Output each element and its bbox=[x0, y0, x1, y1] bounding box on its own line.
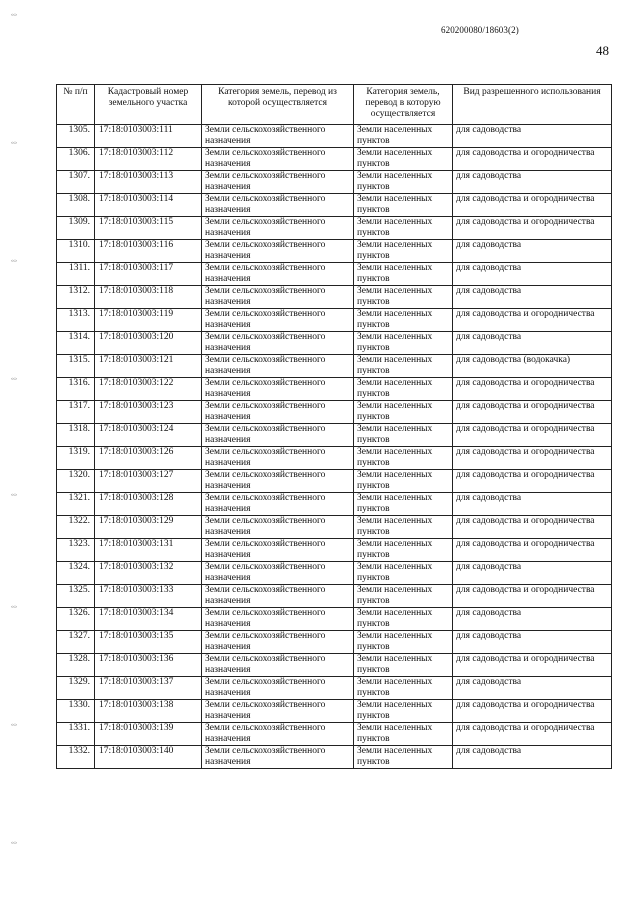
cell-number: 1321. bbox=[57, 493, 95, 516]
cell-cadastral-number: 17:18:0103003:140 bbox=[95, 746, 202, 769]
cell-cadastral-number: 17:18:0103003:134 bbox=[95, 608, 202, 631]
cell-category-to: Земли населенных пунктов bbox=[354, 493, 453, 516]
cell-permitted-use: для садоводства и огородничества bbox=[453, 424, 612, 447]
column-header-cadastral-number: Кадастровый номер земельного участка bbox=[95, 85, 202, 125]
cell-cadastral-number: 17:18:0103003:133 bbox=[95, 585, 202, 608]
table-row bbox=[57, 654, 612, 677]
cell-permitted-use: для садоводства (водокачка) bbox=[453, 355, 612, 378]
table-row bbox=[57, 378, 612, 401]
cell-category-from: Земли сельскохозяйственного назначения bbox=[202, 585, 354, 608]
cell-category-from: Земли сельскохозяйственного назначения bbox=[202, 378, 354, 401]
table-row bbox=[57, 470, 612, 493]
table-row bbox=[57, 677, 612, 700]
table-row bbox=[57, 516, 612, 539]
cell-category-to: Земли населенных пунктов bbox=[354, 700, 453, 723]
table-row bbox=[57, 631, 612, 654]
cell-cadastral-number: 17:18:0103003:136 bbox=[95, 654, 202, 677]
cell-category-from: Земли сельскохозяйственного назначения bbox=[202, 240, 354, 263]
binding-mark: ‹‹› bbox=[11, 722, 17, 728]
cell-number: 1330. bbox=[57, 700, 95, 723]
cell-category-to: Земли населенных пунктов bbox=[354, 240, 453, 263]
cell-category-from: Земли сельскохозяйственного назначения bbox=[202, 332, 354, 355]
cell-number: 1308. bbox=[57, 194, 95, 217]
cell-category-to: Земли населенных пунктов bbox=[354, 608, 453, 631]
cell-permitted-use: для садоводства и огородничества bbox=[453, 585, 612, 608]
cell-cadastral-number: 17:18:0103003:123 bbox=[95, 401, 202, 424]
table-row bbox=[57, 286, 612, 309]
column-header-category-from: Категория земель, перевод из которой осуществляется bbox=[202, 85, 354, 125]
cell-cadastral-number: 17:18:0103003:118 bbox=[95, 286, 202, 309]
cell-category-from: Земли сельскохозяйственного назначения bbox=[202, 447, 354, 470]
cell-category-to: Земли населенных пунктов bbox=[354, 746, 453, 769]
cell-permitted-use: для садоводства и огородничества bbox=[453, 723, 612, 746]
table-row bbox=[57, 447, 612, 470]
cell-permitted-use: для садоводства и огородничества bbox=[453, 654, 612, 677]
cell-number: 1314. bbox=[57, 332, 95, 355]
binding-mark: ‹‹› bbox=[11, 376, 17, 382]
cell-category-to: Земли населенных пунктов bbox=[354, 677, 453, 700]
cell-category-from: Земли сельскохозяйственного назначения bbox=[202, 286, 354, 309]
cell-category-from: Земли сельскохозяйственного назначения bbox=[202, 631, 354, 654]
cell-category-to: Земли населенных пунктов bbox=[354, 447, 453, 470]
cell-permitted-use: для садоводства bbox=[453, 677, 612, 700]
cell-category-from: Земли сельскохозяйственного назначения bbox=[202, 424, 354, 447]
cell-cadastral-number: 17:18:0103003:129 bbox=[95, 516, 202, 539]
cell-permitted-use: для садоводства bbox=[453, 125, 612, 148]
cell-cadastral-number: 17:18:0103003:124 bbox=[95, 424, 202, 447]
cell-category-from: Земли сельскохозяйственного назначения bbox=[202, 263, 354, 286]
cell-category-from: Земли сельскохозяйственного назначения bbox=[202, 470, 354, 493]
cell-permitted-use: для садоводства bbox=[453, 746, 612, 769]
cell-category-to: Земли населенных пунктов bbox=[354, 585, 453, 608]
cell-permitted-use: для садоводства и огородничества bbox=[453, 378, 612, 401]
cell-number: 1332. bbox=[57, 746, 95, 769]
cell-permitted-use: для садоводства и огородничества bbox=[453, 539, 612, 562]
cell-permitted-use: для садоводства и огородничества bbox=[453, 401, 612, 424]
binding-mark: ‹‹› bbox=[11, 840, 17, 846]
cell-cadastral-number: 17:18:0103003:112 bbox=[95, 148, 202, 171]
cell-permitted-use: для садоводства и огородничества bbox=[453, 217, 612, 240]
page-number: 48 bbox=[596, 43, 609, 58]
cell-number: 1329. bbox=[57, 677, 95, 700]
table-row bbox=[57, 424, 612, 447]
cell-category-to: Земли населенных пунктов bbox=[354, 516, 453, 539]
cell-permitted-use: для садоводства bbox=[453, 263, 612, 286]
cell-number: 1313. bbox=[57, 309, 95, 332]
table-row bbox=[57, 539, 612, 562]
table-body bbox=[57, 125, 612, 769]
cell-cadastral-number: 17:18:0103003:127 bbox=[95, 470, 202, 493]
table-row bbox=[57, 746, 612, 769]
cell-number: 1311. bbox=[57, 263, 95, 286]
cell-permitted-use: для садоводства и огородничества bbox=[453, 700, 612, 723]
cell-category-from: Земли сельскохозяйственного назначения bbox=[202, 700, 354, 723]
cell-category-from: Земли сельскохозяйственного назначения bbox=[202, 148, 354, 171]
cell-category-to: Земли населенных пунктов bbox=[354, 424, 453, 447]
cell-number: 1326. bbox=[57, 608, 95, 631]
cell-cadastral-number: 17:18:0103003:132 bbox=[95, 562, 202, 585]
cell-permitted-use: для садоводства и огородничества bbox=[453, 309, 612, 332]
cell-cadastral-number: 17:18:0103003:128 bbox=[95, 493, 202, 516]
cell-number: 1328. bbox=[57, 654, 95, 677]
cell-category-to: Земли населенных пунктов bbox=[354, 378, 453, 401]
cell-cadastral-number: 17:18:0103003:114 bbox=[95, 194, 202, 217]
binding-mark: ‹‹› bbox=[11, 604, 17, 610]
cell-category-to: Земли населенных пунктов bbox=[354, 401, 453, 424]
cell-cadastral-number: 17:18:0103003:116 bbox=[95, 240, 202, 263]
cell-cadastral-number: 17:18:0103003:138 bbox=[95, 700, 202, 723]
cell-cadastral-number: 17:18:0103003:113 bbox=[95, 171, 202, 194]
cell-category-from: Земли сельскохозяйственного назначения bbox=[202, 171, 354, 194]
cell-number: 1305. bbox=[57, 125, 95, 148]
cell-permitted-use: для садоводства и огородничества bbox=[453, 194, 612, 217]
cell-permitted-use: для садоводства bbox=[453, 493, 612, 516]
cell-category-from: Земли сельскохозяйственного назначения bbox=[202, 723, 354, 746]
cell-cadastral-number: 17:18:0103003:119 bbox=[95, 309, 202, 332]
cell-permitted-use: для садоводства bbox=[453, 631, 612, 654]
cell-category-from: Земли сельскохозяйственного назначения bbox=[202, 401, 354, 424]
column-header-number: № п/п bbox=[57, 85, 95, 125]
cell-number: 1325. bbox=[57, 585, 95, 608]
cell-number: 1312. bbox=[57, 286, 95, 309]
table-row bbox=[57, 171, 612, 194]
cell-category-to: Земли населенных пунктов bbox=[354, 309, 453, 332]
cell-category-to: Земли населенных пунктов bbox=[354, 125, 453, 148]
cell-permitted-use: для садоводства bbox=[453, 562, 612, 585]
table-row bbox=[57, 240, 612, 263]
cell-cadastral-number: 17:18:0103003:120 bbox=[95, 332, 202, 355]
cell-category-to: Земли населенных пунктов bbox=[354, 263, 453, 286]
table-row bbox=[57, 194, 612, 217]
cell-category-to: Земли населенных пунктов bbox=[354, 148, 453, 171]
table-row bbox=[57, 585, 612, 608]
cell-number: 1318. bbox=[57, 424, 95, 447]
table-row bbox=[57, 332, 612, 355]
cell-category-from: Земли сельскохозяйственного назначения bbox=[202, 493, 354, 516]
cell-number: 1306. bbox=[57, 148, 95, 171]
cell-category-to: Земли населенных пунктов bbox=[354, 171, 453, 194]
cell-category-from: Земли сельскохозяйственного назначения bbox=[202, 677, 354, 700]
cell-category-from: Земли сельскохозяйственного назначения bbox=[202, 746, 354, 769]
binding-mark: ‹‹› bbox=[11, 140, 17, 146]
cell-category-from: Земли сельскохозяйственного назначения bbox=[202, 608, 354, 631]
cell-number: 1323. bbox=[57, 539, 95, 562]
cell-cadastral-number: 17:18:0103003:117 bbox=[95, 263, 202, 286]
cell-category-to: Земли населенных пунктов bbox=[354, 631, 453, 654]
table-header-row bbox=[57, 85, 612, 125]
cell-cadastral-number: 17:18:0103003:137 bbox=[95, 677, 202, 700]
cell-category-to: Земли населенных пунктов bbox=[354, 332, 453, 355]
cell-cadastral-number: 17:18:0103003:135 bbox=[95, 631, 202, 654]
cell-category-from: Земли сельскохозяйственного назначения bbox=[202, 125, 354, 148]
table-row bbox=[57, 148, 612, 171]
cell-number: 1309. bbox=[57, 217, 95, 240]
cell-cadastral-number: 17:18:0103003:139 bbox=[95, 723, 202, 746]
table-row bbox=[57, 608, 612, 631]
cell-cadastral-number: 17:18:0103003:131 bbox=[95, 539, 202, 562]
cell-number: 1320. bbox=[57, 470, 95, 493]
cell-category-to: Земли населенных пунктов bbox=[354, 562, 453, 585]
column-header-category-to: Категория земель, перевод в которую осуществляется bbox=[354, 85, 453, 125]
cell-permitted-use: для садоводства и огородничества bbox=[453, 470, 612, 493]
cell-category-from: Земли сельскохозяйственного назначения bbox=[202, 562, 354, 585]
cell-number: 1315. bbox=[57, 355, 95, 378]
cell-permitted-use: для садоводства bbox=[453, 240, 612, 263]
cell-number: 1317. bbox=[57, 401, 95, 424]
cell-number: 1319. bbox=[57, 447, 95, 470]
cell-category-from: Земли сельскохозяйственного назначения bbox=[202, 516, 354, 539]
cell-category-to: Земли населенных пунктов bbox=[354, 217, 453, 240]
cell-category-from: Земли сельскохозяйственного назначения bbox=[202, 194, 354, 217]
cell-category-to: Земли населенных пунктов bbox=[354, 355, 453, 378]
table-row bbox=[57, 493, 612, 516]
table-row bbox=[57, 401, 612, 424]
cell-permitted-use: для садоводства и огородничества bbox=[453, 447, 612, 470]
cell-category-to: Земли населенных пунктов bbox=[354, 723, 453, 746]
cell-number: 1327. bbox=[57, 631, 95, 654]
cell-category-to: Земли населенных пунктов bbox=[354, 194, 453, 217]
cell-cadastral-number: 17:18:0103003:111 bbox=[95, 125, 202, 148]
cell-category-to: Земли населенных пунктов bbox=[354, 470, 453, 493]
cell-number: 1310. bbox=[57, 240, 95, 263]
table-row bbox=[57, 723, 612, 746]
land-plots-table bbox=[56, 84, 612, 769]
cell-category-from: Земли сельскохозяйственного назначения bbox=[202, 539, 354, 562]
cell-number: 1316. bbox=[57, 378, 95, 401]
table-row bbox=[57, 217, 612, 240]
cell-category-from: Земли сельскохозяйственного назначения bbox=[202, 654, 354, 677]
cell-category-to: Земли населенных пунктов bbox=[354, 539, 453, 562]
cell-permitted-use: для садоводства bbox=[453, 608, 612, 631]
table-row bbox=[57, 125, 612, 148]
cell-cadastral-number: 17:18:0103003:126 bbox=[95, 447, 202, 470]
cell-category-from: Земли сельскохозяйственного назначения bbox=[202, 355, 354, 378]
cell-cadastral-number: 17:18:0103003:121 bbox=[95, 355, 202, 378]
table-row bbox=[57, 263, 612, 286]
binding-margin bbox=[0, 0, 30, 905]
column-header-permitted-use: Вид разрешенного использования bbox=[453, 85, 612, 125]
cell-permitted-use: для садоводства bbox=[453, 332, 612, 355]
cell-cadastral-number: 17:18:0103003:115 bbox=[95, 217, 202, 240]
cell-permitted-use: для садоводства bbox=[453, 171, 612, 194]
cell-category-to: Земли населенных пунктов bbox=[354, 286, 453, 309]
binding-mark: ‹‹› bbox=[11, 492, 17, 498]
cell-number: 1322. bbox=[57, 516, 95, 539]
cell-permitted-use: для садоводства bbox=[453, 286, 612, 309]
cell-number: 1324. bbox=[57, 562, 95, 585]
table-row bbox=[57, 700, 612, 723]
document-code: 620200080/18603(2) bbox=[441, 25, 519, 35]
cell-permitted-use: для садоводства и огородничества bbox=[453, 148, 612, 171]
cell-cadastral-number: 17:18:0103003:122 bbox=[95, 378, 202, 401]
table-row bbox=[57, 309, 612, 332]
binding-mark: ‹‹› bbox=[11, 258, 17, 264]
table-row bbox=[57, 355, 612, 378]
cell-category-from: Земли сельскохозяйственного назначения bbox=[202, 309, 354, 332]
cell-category-from: Земли сельскохозяйственного назначения bbox=[202, 217, 354, 240]
cell-number: 1307. bbox=[57, 171, 95, 194]
cell-category-to: Земли населенных пунктов bbox=[354, 654, 453, 677]
cell-permitted-use: для садоводства и огородничества bbox=[453, 516, 612, 539]
cell-number: 1331. bbox=[57, 723, 95, 746]
binding-mark: ‹‹› bbox=[11, 12, 17, 18]
table-row bbox=[57, 562, 612, 585]
